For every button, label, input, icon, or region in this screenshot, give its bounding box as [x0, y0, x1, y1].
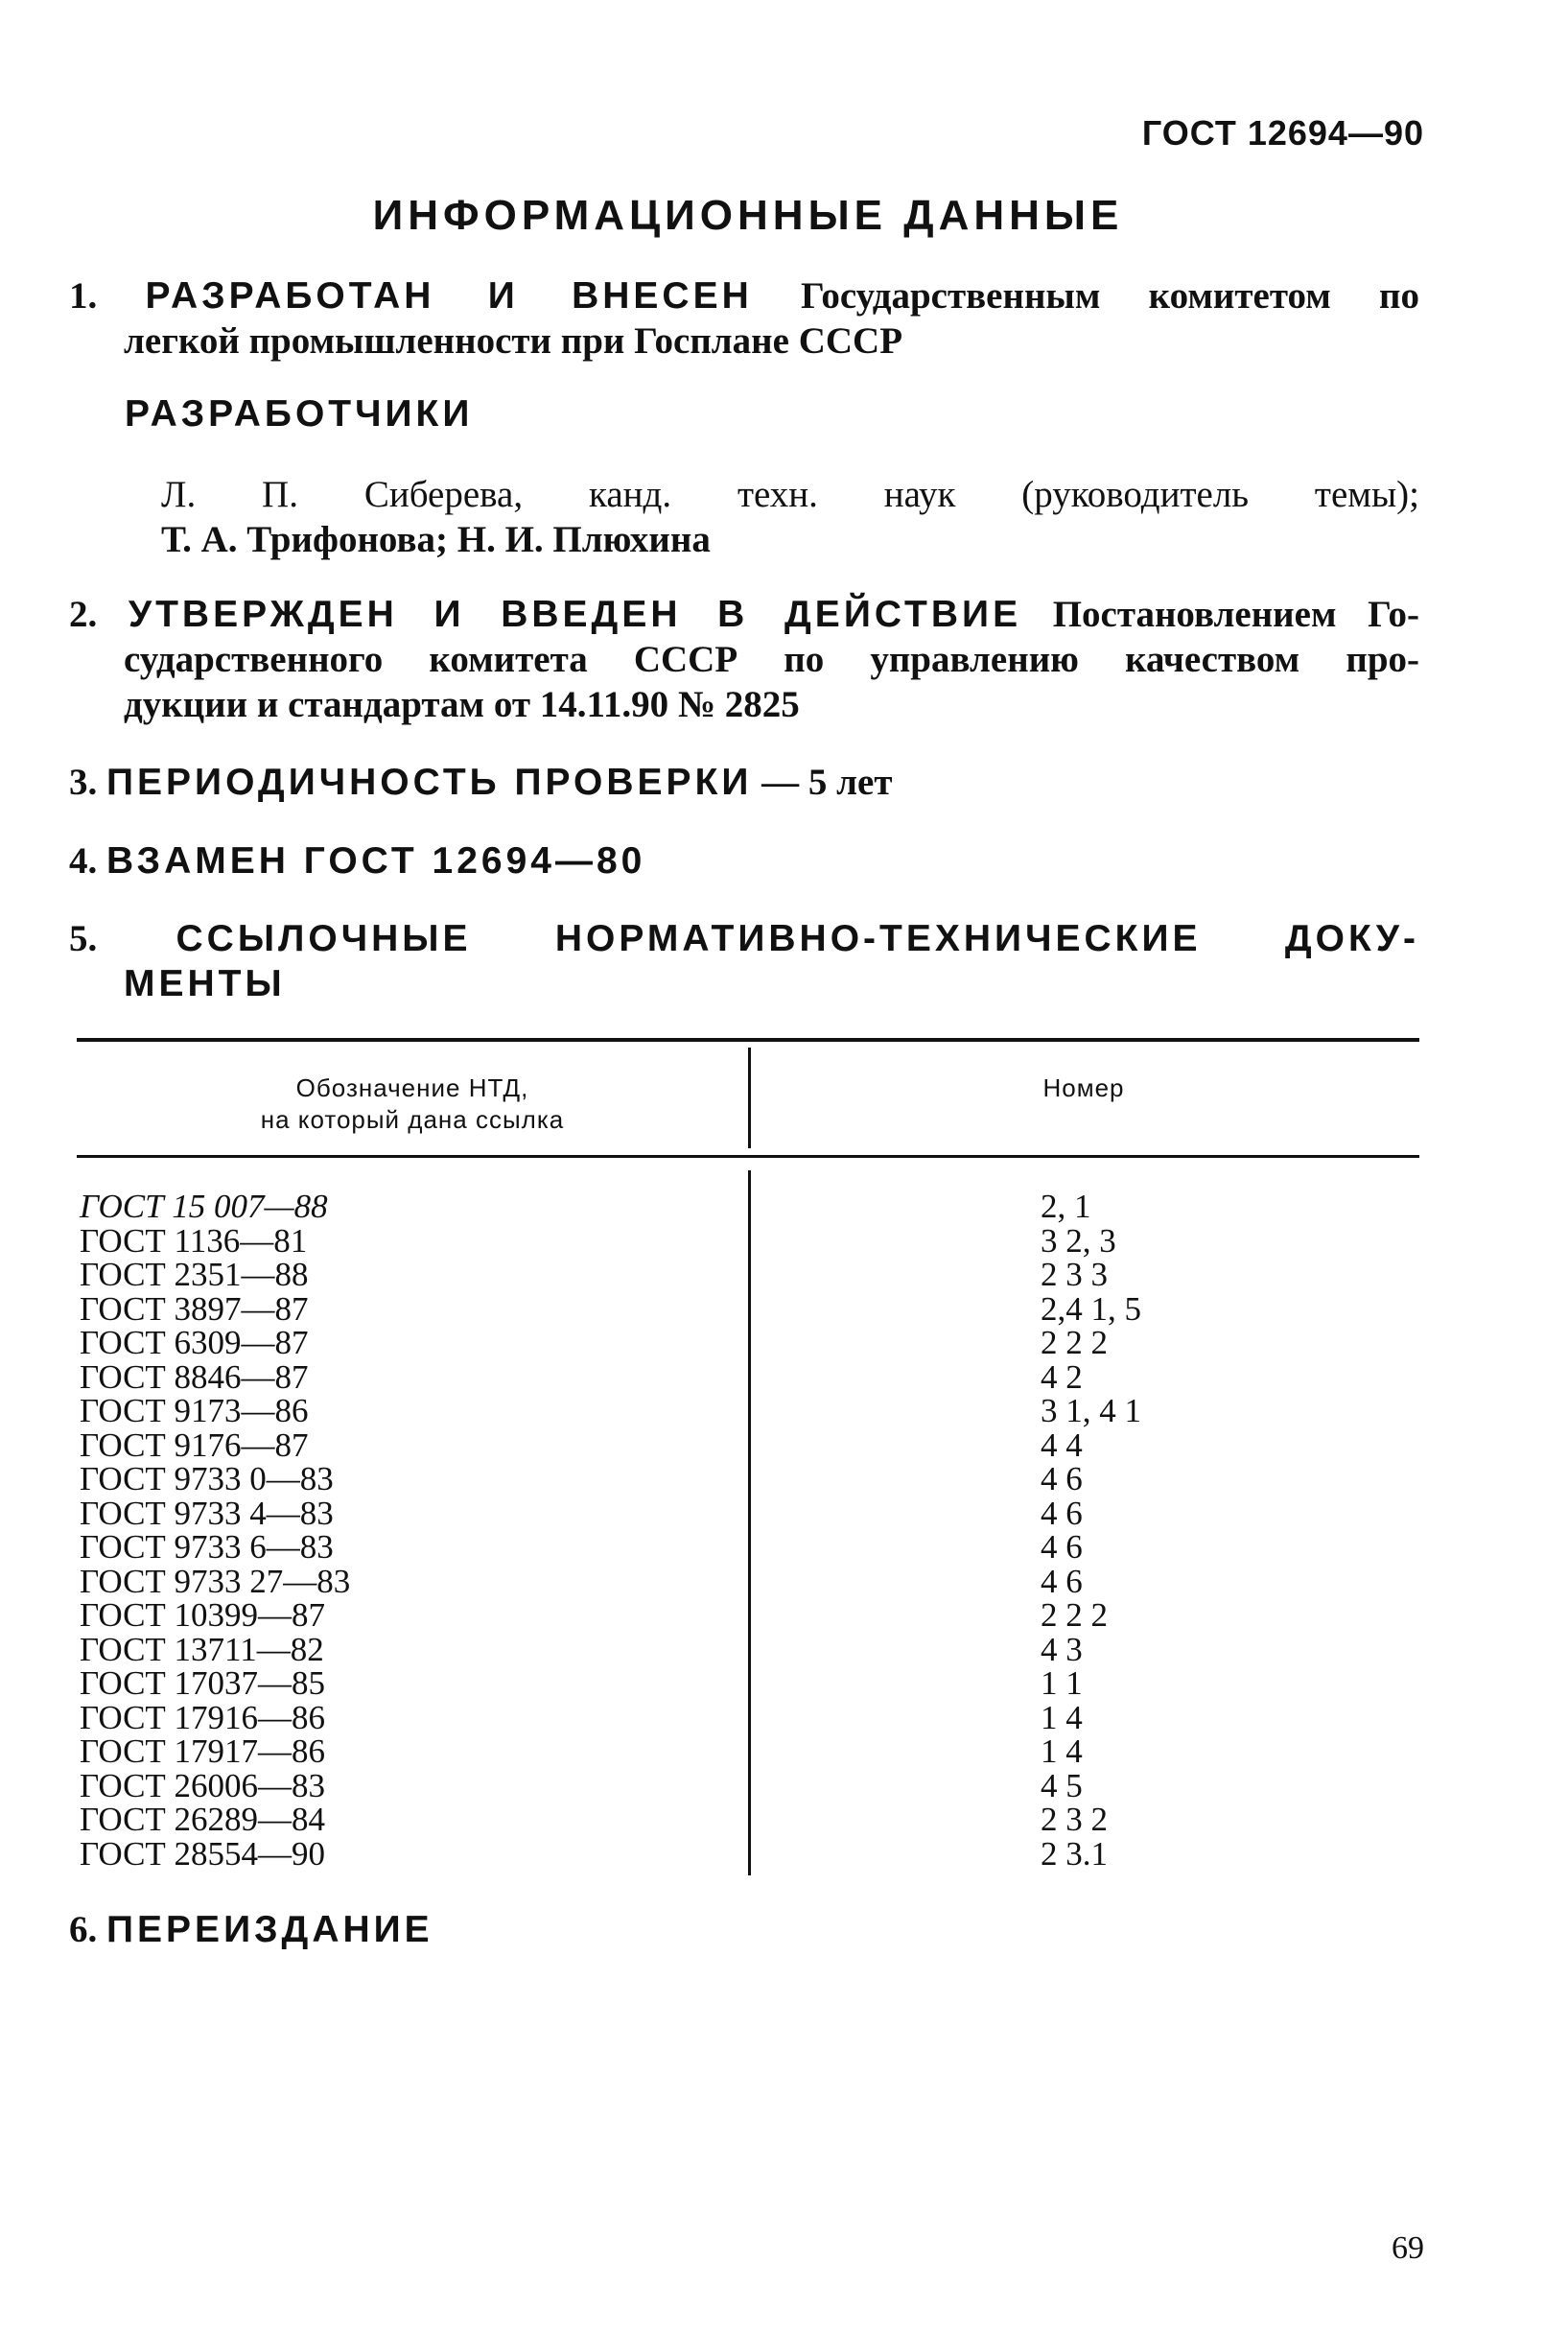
- clause-number: 4 6: [1041, 1562, 1083, 1600]
- document-designation: ГОСТ 9173—86: [80, 1392, 309, 1429]
- section-number: 6.: [69, 1909, 98, 1950]
- developers-heading: РАЗРАБОТЧИКИ: [125, 393, 474, 435]
- section-2: [69, 592, 1419, 727]
- section-text: сударственного комитета СССР по управлению качеством про-: [124, 639, 1419, 680]
- table-row: [0, 1834, 1439, 1873]
- table-row: [0, 1666, 1439, 1701]
- page-title: ИНФОРМАЦИОННЫЕ ДАННЫЕ: [372, 192, 1124, 239]
- document-designation: ГОСТ 13711—82: [80, 1630, 324, 1668]
- section-5: [69, 916, 1419, 1006]
- section-4: [69, 838, 645, 884]
- clause-number: 2, 1: [1041, 1188, 1091, 1225]
- section-number: 5.: [69, 918, 98, 959]
- table-row: [0, 1803, 1439, 1837]
- table-row: [0, 1598, 1439, 1633]
- document-designation: ГОСТ 1136—81: [80, 1221, 308, 1260]
- clause-number: 2 3.1: [1041, 1834, 1108, 1873]
- clause-number: 3 2, 3: [1041, 1221, 1116, 1260]
- document-designation: ГОСТ 10399—87: [80, 1596, 326, 1634]
- table-row: [0, 1630, 1439, 1668]
- document-designation: ГОСТ 8846—87: [80, 1357, 309, 1396]
- section-text: Государственным комитетом по: [801, 275, 1420, 317]
- clause-number: 4 5: [1041, 1766, 1083, 1804]
- document-designation: ГОСТ 26006—83: [80, 1766, 326, 1804]
- document-designation: ГОСТ 2351—88: [80, 1256, 309, 1293]
- table-header-divider: [748, 1048, 751, 1148]
- document-designation: ГОСТ 28554—90: [80, 1834, 326, 1873]
- table-row: [0, 1496, 1439, 1531]
- clause-number: 1 4: [1041, 1698, 1083, 1736]
- clause-number: 1 4: [1041, 1732, 1083, 1770]
- developers-line: Т. А. Трифонова; Н. И. Плюхина: [161, 519, 711, 560]
- table-row: [0, 1530, 1439, 1565]
- table-row: [0, 1462, 1439, 1496]
- clause-number: 2 3 2: [1041, 1801, 1108, 1838]
- table-header-rule: [77, 1155, 1419, 1158]
- document-designation: ГОСТ 17916—86: [80, 1698, 326, 1736]
- table-row: [0, 1766, 1439, 1804]
- page-number: 69: [1392, 2230, 1424, 2266]
- clause-number: 1 1: [1041, 1664, 1083, 1702]
- document-designation: ГОСТ 15 007—88: [80, 1188, 328, 1225]
- section-heading: ПЕРИОДИЧНОСТЬ ПРОВЕРКИ: [106, 762, 753, 803]
- clause-number: 4 6: [1041, 1460, 1083, 1497]
- clause-number: 4 2: [1041, 1357, 1083, 1396]
- table-row: [0, 1562, 1439, 1600]
- section-heading: ВЗАМЕН ГОСТ 12694—80: [106, 840, 646, 882]
- section-heading: РАЗРАБОТАН И ВНЕСЕН: [145, 275, 753, 317]
- document-designation: ГОСТ 9733 6—83: [80, 1528, 334, 1566]
- document-designation: ГОСТ 3897—87: [80, 1289, 309, 1328]
- document-designation: ГОСТ 17037—85: [80, 1664, 326, 1702]
- clause-number: 2,4 1, 5: [1041, 1289, 1141, 1328]
- section-text: дукции и стандартам от 14.11.90 № 2825: [124, 684, 800, 725]
- section-text: — 5 лет: [761, 762, 893, 803]
- column-header-document: Обозначение НТД, на который дана ссылка: [260, 1073, 565, 1134]
- section-heading: ССЫЛОЧНЫЕ НОРМАТИВНО-ТЕХНИЧЕСКИЕ ДОКУ-: [176, 918, 1419, 959]
- clause-number: 2 2 2: [1041, 1324, 1108, 1361]
- clause-number: 4 4: [1041, 1426, 1083, 1464]
- table-row: [0, 1357, 1439, 1396]
- table-top-rule: [77, 1038, 1419, 1042]
- table-row: [0, 1221, 1439, 1260]
- clause-number: 3 1, 4 1: [1041, 1392, 1141, 1429]
- document-designation: ГОСТ 9733 0—83: [80, 1460, 334, 1497]
- section-number: 2.: [69, 594, 98, 635]
- section-1: [69, 273, 1419, 364]
- document-designation: ГОСТ 9733 27—83: [80, 1562, 351, 1600]
- table-row: [0, 1428, 1439, 1463]
- section-text: Постановлением Го-: [1052, 594, 1419, 635]
- developers-line: Л. П. Сиберева, канд. техн. наук (руководитель темы);: [161, 474, 1419, 515]
- table-row: [0, 1734, 1439, 1769]
- section-number: 1.: [69, 275, 98, 317]
- table-row: [0, 1326, 1439, 1360]
- table-row: [0, 1190, 1439, 1224]
- section-text: легкой промышленности при Госплане СССР: [124, 320, 903, 362]
- section-heading: УТВЕРЖДЕН И ВВЕДЕН В ДЕЙСТВИЕ: [128, 594, 1022, 635]
- document-code: ГОСТ 12694—90: [1141, 113, 1424, 153]
- clause-number: 4 6: [1041, 1494, 1083, 1532]
- table-row: [0, 1698, 1439, 1736]
- column-header-number: Номер: [1042, 1073, 1125, 1102]
- section-number: 3.: [69, 762, 98, 803]
- table-row: [0, 1394, 1439, 1428]
- section-number: 4.: [69, 840, 98, 882]
- document-designation: ГОСТ 26289—84: [80, 1801, 326, 1838]
- document-designation: ГОСТ 9733 4—83: [80, 1494, 334, 1532]
- section-6: [69, 1907, 433, 1952]
- document-designation: ГОСТ 17917—86: [80, 1732, 326, 1770]
- clause-number: 4 3: [1041, 1630, 1083, 1668]
- section-heading: МЕНТЫ: [124, 963, 286, 1004]
- document-designation: ГОСТ 9176—87: [80, 1426, 309, 1464]
- document-designation: ГОСТ 6309—87: [80, 1324, 309, 1361]
- table-row: [0, 1258, 1439, 1292]
- table-row: [0, 1289, 1439, 1328]
- clause-number: 2 2 2: [1041, 1596, 1108, 1634]
- section-3: [69, 760, 893, 805]
- clause-number: 4 6: [1041, 1528, 1083, 1566]
- clause-number: 2 3 3: [1041, 1256, 1108, 1293]
- section-heading: ПЕРЕИЗДАНИЕ: [106, 1909, 433, 1950]
- developers-list: [161, 472, 1419, 562]
